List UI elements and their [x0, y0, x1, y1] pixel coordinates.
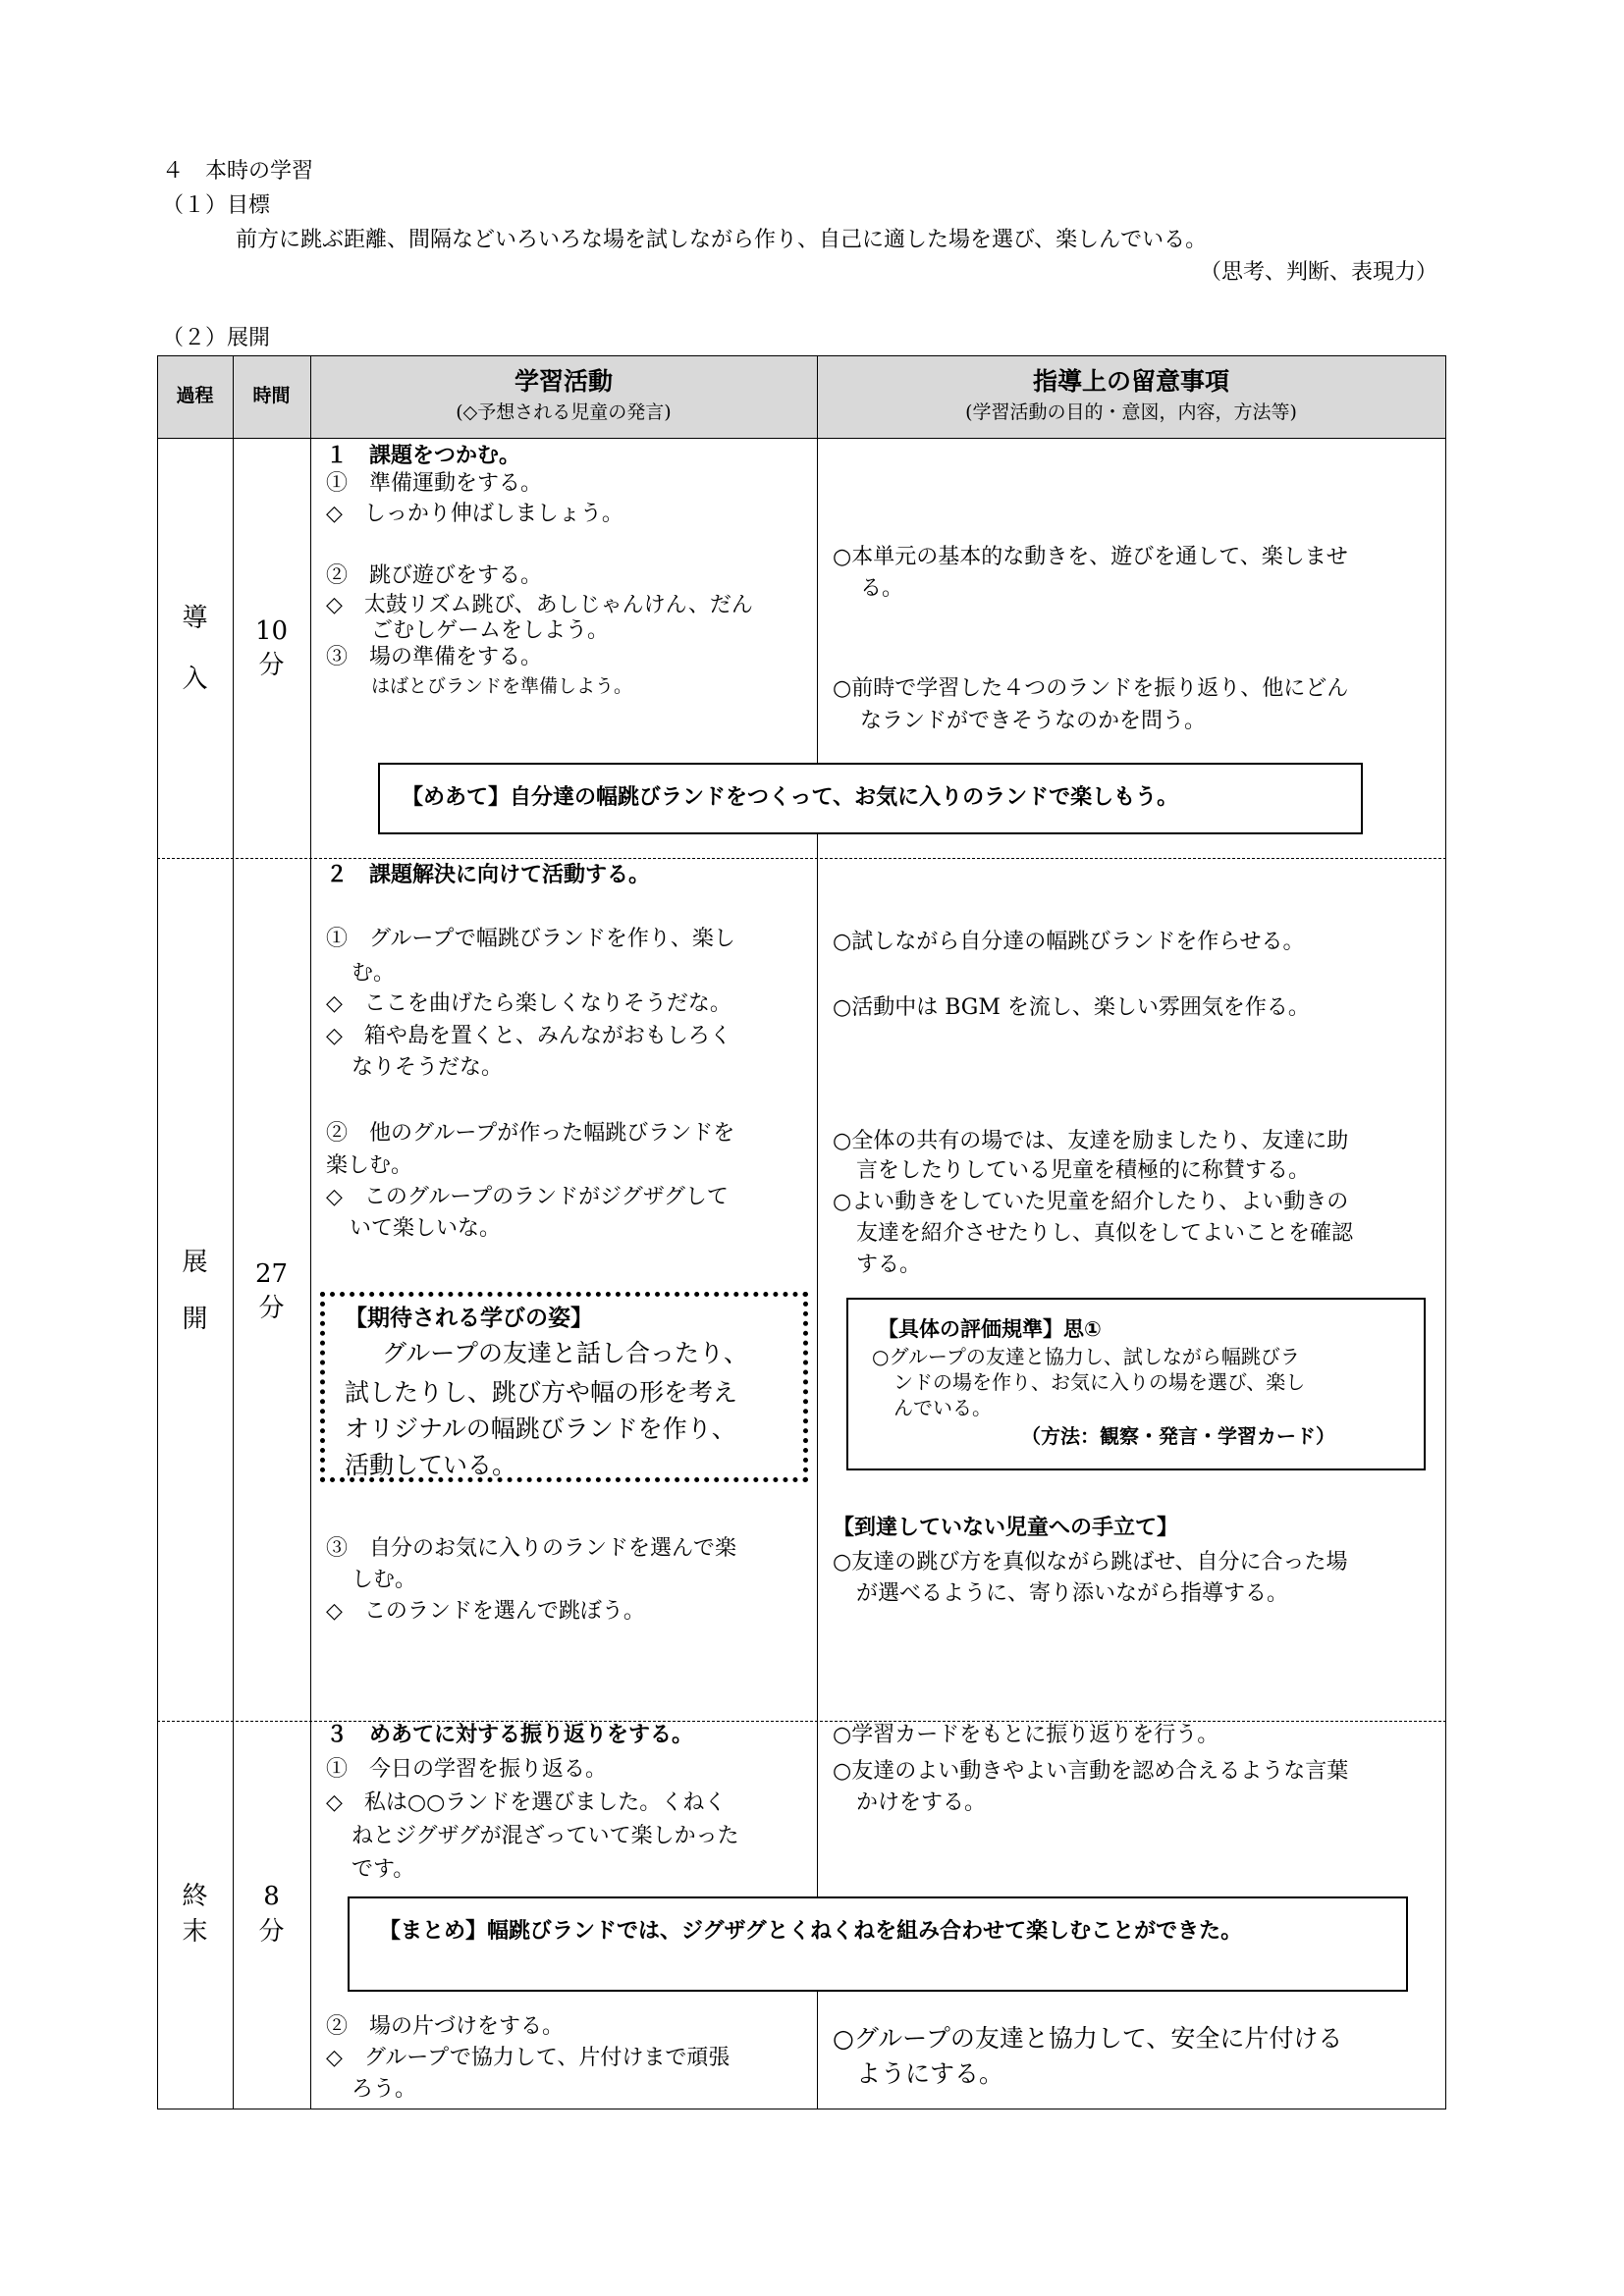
end-activity: ② 場の片づけをする。 [326, 2014, 565, 2039]
expected-learning-line: 試したりし、跳び方や幅の形を考え [345, 1378, 738, 1407]
main-activity: ③ 自分のお気に入りのランドを選んで楽 [326, 1536, 737, 1561]
expected-learning-line: オリジナルの幅跳びランドを作り、 [345, 1415, 736, 1443]
main-note: 言をしたりしている児童を積極的に称賛する。 [856, 1158, 1311, 1183]
main-note: ○よい動きをしていた児童を紹介したり、よい動きの [833, 1190, 1349, 1214]
main-activity: ① グループで幅跳びランドを作り、楽し [326, 927, 735, 951]
main-activity: ◇ 箱や島を置くと、みんながおもしろく [326, 1024, 731, 1048]
header-process: 過程 [176, 385, 214, 406]
intro-activity: ごむしゲームをしよう。 [371, 618, 610, 643]
intro-process-1: 導 [182, 604, 208, 633]
expected-learning-line: グループの友達と話し合ったり、 [382, 1339, 749, 1367]
main-activity: ◇ このランドを選んで跳ぼう。 [326, 1599, 645, 1624]
header-bottom-border [157, 438, 1446, 439]
end-activity: ◇ グループで協力して、片付けまで頑張 [326, 2046, 731, 2070]
end-time-unit: 分 [258, 1917, 285, 1947]
intro-time-num: 10 [254, 616, 289, 646]
development-label: （２）展開 [162, 326, 271, 350]
main-note: ○全体の共有の場では、友達を励ましたり、友達に助 [833, 1129, 1349, 1153]
evaluation-method: （方法：観察・発言・学習カード） [1021, 1424, 1335, 1448]
col-line-right [1445, 355, 1446, 2109]
header-activity-sub: (◇予想される児童の発言) [456, 401, 672, 423]
main-activity: ◇ このグループのランドがジグザグして [326, 1185, 729, 1209]
col-line-activity [817, 355, 818, 2109]
main-time-num: 27 [254, 1259, 289, 1289]
end-note: かけをする。 [856, 1790, 987, 1815]
intro-activity: はばとびランドを準備しよう。 [371, 675, 633, 697]
intro-activity: ② 跳び遊びをする。 [326, 563, 543, 588]
main-activity: ２ 課題解決に向けて活動する。 [326, 863, 651, 887]
intro-time-unit: 分 [258, 651, 285, 680]
support-line: が選べるように、寄り添いながら指導する。 [856, 1581, 1289, 1606]
header-time: 時間 [252, 385, 291, 406]
main-activity: ② 他のグループが作った幅跳びランドを [326, 1121, 735, 1146]
main-activity: 楽しむ。 [326, 1153, 413, 1178]
end-note: ○学習カードをもとに振り返りを行う。 [833, 1723, 1219, 1747]
expected-learning-line: 活動している。 [345, 1451, 517, 1479]
intro-activity: ① 準備運動をする。 [326, 471, 543, 496]
evaluation-line: ○グループの友達と協力し、試しながら幅跳びラ [872, 1345, 1300, 1368]
main-activity: む。 [352, 961, 396, 986]
objective-text: 前方に跳ぶ距離、間隔などいろいろな場を試しながら作り、自己に適した場を選び、楽しんでいる。 [236, 228, 1208, 252]
support-title: 【到達していない児童への手立て】 [833, 1516, 1179, 1540]
end-time-num: 8 [263, 1882, 280, 1911]
main-note: ○試しながら自分達の幅跳びランドを作らせる。 [833, 930, 1305, 954]
goal-text: 【めあて】自分達の幅跳びランドをつくって、お気に入りのランドで楽しもう。 [402, 785, 1179, 810]
intro-activity: ◇ 太鼓リズム跳び、あしじゃんけん、だん [326, 593, 753, 617]
main-activity: いて楽しいな。 [350, 1216, 502, 1241]
section-heading: ４ 本時の学習 [162, 159, 314, 184]
expected-learning-box [320, 1292, 808, 1482]
evaluation-title: 【具体の評価規準】思① [878, 1317, 1102, 1341]
end-activity: ◇ 私は○○ランドを選びました。くねく [326, 1790, 727, 1815]
main-time-unit: 分 [258, 1294, 285, 1323]
col-line-time [310, 355, 311, 2109]
main-note: 友達を紹介させたりし、真似をしてよいことを確認 [856, 1221, 1354, 1246]
main-activity: しむ。 [352, 1568, 417, 1592]
end-activity: ３ めあてに対する振り返りをする。 [326, 1723, 694, 1747]
end-process-2: 末 [182, 1917, 208, 1947]
header-notes-sub: (学習活動の目的・意図，内容，方法等) [965, 401, 1297, 423]
main-note: ○活動中は BGM を流し、楽しい雰囲気を作る。 [833, 995, 1310, 1020]
summary-text: 【まとめ】幅跳びランドでは、ジグザグとくねくねを組み合わせて楽しむことができた。 [379, 1919, 1243, 1944]
main-process-2: 開 [182, 1305, 208, 1334]
intro-note: ○前時で学習した４つのランドを振り返り、他にどん [833, 676, 1349, 701]
evaluation-line: んでいる。 [893, 1396, 992, 1419]
main-process-1: 展 [182, 1248, 208, 1277]
main-activity: なりそうだな。 [352, 1055, 504, 1080]
intro-note: る。 [860, 576, 904, 601]
end-activity: ねとジグザグが混ざっていて楽しかった [352, 1824, 739, 1848]
intro-process-2: 入 [182, 665, 208, 694]
end-activity: ろう。 [352, 2077, 417, 2102]
end-activity: です。 [352, 1857, 415, 1882]
intro-note: なランドができそうなのかを問う。 [860, 709, 1207, 733]
row-divider-intro [157, 858, 1446, 859]
evaluation-box [846, 1298, 1426, 1470]
intro-activity: ◇ しっかり伸ばしましょう。 [326, 502, 623, 526]
end-note: ○グループの友達と協力して、安全に片付ける [833, 2024, 1343, 2053]
support-line: ○友達の跳び方を真似ながら跳ばせ、自分に合った場 [833, 1550, 1348, 1575]
goal-box [378, 763, 1363, 834]
end-activity: ① 今日の学習を振り返る。 [326, 1757, 608, 1782]
table-top-border [157, 355, 1446, 356]
main-note: する。 [856, 1253, 922, 1277]
intro-activity: １ 課題をつかむ。 [326, 444, 521, 468]
end-note: ようにする。 [856, 2059, 1004, 2088]
objective-criterion: （思考、判断、表現力） [1199, 260, 1437, 285]
header-notes-title: 指導上の留意事項 [1032, 367, 1229, 396]
end-note: ○友達のよい動きやよい言動を認め合えるような言葉 [833, 1759, 1349, 1784]
objective-label: （１）目標 [162, 193, 271, 218]
summary-box [348, 1896, 1408, 1992]
intro-note: ○本単元の基本的な動きを、遊びを通して、楽しませ [833, 545, 1348, 569]
header-activity-title: 学習活動 [514, 367, 613, 396]
main-activity: ◇ ここを曲げたら楽しくなりそうだな。 [326, 991, 731, 1016]
intro-activity: ③ 場の準備をする。 [326, 645, 543, 669]
end-process-1: 終 [182, 1882, 208, 1911]
expected-learning-title: 【期待される学びの姿】 [345, 1306, 593, 1331]
evaluation-line: ンドの場を作り、お気に入りの場を選び、楽し [893, 1370, 1306, 1394]
